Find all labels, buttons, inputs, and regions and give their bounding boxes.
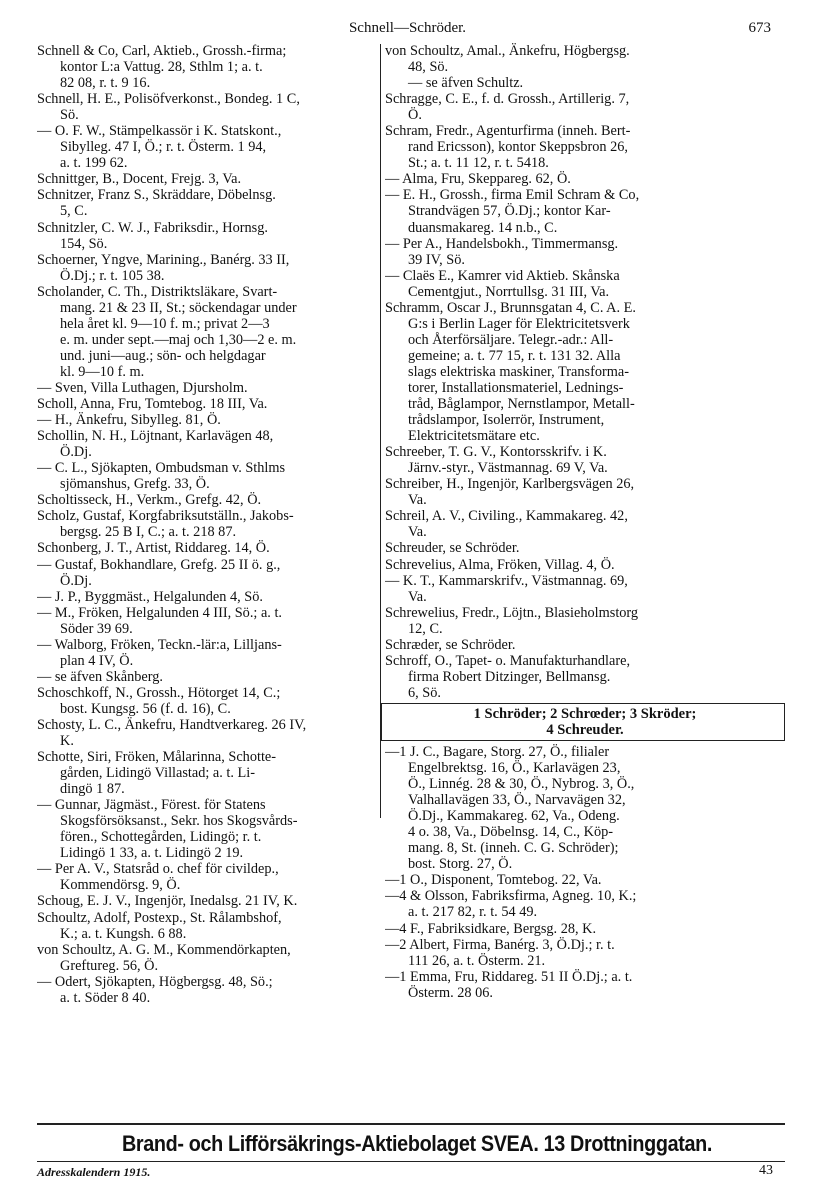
directory-line: — se äfven Schultz. bbox=[408, 75, 524, 92]
directory-line: 39 IV, Sö. bbox=[408, 251, 465, 268]
directory-line: Va. bbox=[408, 492, 427, 509]
directory-line: Schnell, H. E., Polisöfverkonst., Bondeg. 1 C, bbox=[37, 91, 300, 108]
directory-line: 48, Sö. bbox=[408, 59, 449, 76]
schroder-spelling-box bbox=[381, 703, 785, 741]
directory-line: Schonberg, J. T., Artist, Riddareg. 14, Ö. bbox=[37, 540, 270, 557]
right-column bbox=[385, 43, 785, 1001]
directory-line: —4 F., Fabriksidkare, Bergsg. 28, K. bbox=[385, 920, 597, 937]
directory-line: hela året kl. 9—10 f. m.; privat 2—3 bbox=[60, 315, 270, 332]
directory-line: plan 4 IV, Ö. bbox=[60, 652, 134, 669]
directory-line: Ö. bbox=[408, 107, 422, 124]
directory-line: — Per A., Handelsbokh., Timmermansg. bbox=[385, 235, 619, 252]
directory-line: duansmakareg. 14 n.b., C. bbox=[408, 219, 558, 236]
directory-line: Cementgjut., Norrtullsg. 31 III, Va. bbox=[408, 283, 610, 300]
directory-line: Schnell & Co, Carl, Aktieb., Grossh.-firma; bbox=[37, 43, 287, 59]
directory-line: Engelbrektsg. 16, Ö., Karlavägen 23, bbox=[408, 760, 621, 777]
directory-line: rand Ericsson), kontor Skeppsbron 26, bbox=[408, 139, 628, 156]
directory-line: Scholz, Gustaf, Korgfabriksutställn., Jakobs- bbox=[37, 508, 294, 525]
directory-line: Schnittger, B., Docent, Frejg. 3, Va. bbox=[37, 171, 242, 188]
directory-line: Schroff, O., Tapet- o. Manufakturhandlare, bbox=[385, 652, 631, 669]
directory-line: Schrevelius, Alma, Fröken, Villag. 4, Ö. bbox=[385, 556, 615, 573]
directory-line: Sibylleg. 47 I, Ö.; r. t. Österm. 1 94, bbox=[60, 139, 267, 156]
running-header: Schnell—Schröder. bbox=[348, 20, 467, 36]
directory-line: Valhallavägen 33, Ö., Narvavägen 32, bbox=[408, 792, 626, 809]
publication-title: Adresskalendern 1915. bbox=[37, 1165, 151, 1179]
directory-line: Schrewelius, Fredr., Löjtn., Blasieholmstorg bbox=[385, 604, 639, 621]
directory-line: gemeine; a. t. 77 15, r. t. 131 32. Alla bbox=[408, 347, 621, 364]
directory-line: bost. Storg. 27, Ö. bbox=[408, 856, 513, 873]
directory-line: Schnitzler, C. W. J., Fabriksdir., Hornsg. bbox=[37, 219, 268, 236]
directory-line: Schollin, N. H., Löjtnant, Karlavägen 48, bbox=[37, 428, 274, 445]
directory-line: 12, C. bbox=[408, 620, 443, 637]
directory-line: — M., Fröken, Helgalunden 4 III, Sö.; a. t. bbox=[37, 604, 282, 621]
directory-line: mang. 8, St. (inneh. C. G. Schröder); bbox=[408, 840, 619, 857]
directory-line: Skogsförsöksanst., Sekr. hos Skogsvårds- bbox=[60, 813, 298, 830]
right-column-entries-top bbox=[385, 43, 785, 701]
directory-line: kl. 9—10 f. m. bbox=[60, 363, 145, 380]
directory-line: —4 & Olsson, Fabriksfirma, Agneg. 10, K.; bbox=[385, 888, 637, 905]
directory-line: Ö.Dj. bbox=[60, 572, 92, 589]
directory-line: Schræder, se Schröder. bbox=[385, 636, 516, 653]
directory-line: bost. Kungsg. 56 (f. d. 16), C. bbox=[60, 700, 231, 717]
directory-line: — O. F. W., Stämpelkassör i K. Statskont., bbox=[37, 123, 282, 140]
directory-line: von Schoultz, A. G. M., Kommendörkapten, bbox=[37, 941, 291, 958]
directory-line: — Gunnar, Jägmäst., Förest. för Statens bbox=[37, 797, 266, 814]
left-column bbox=[37, 43, 378, 1006]
directory-line: Schreil, A. V., Civiling., Kammakareg. 42, bbox=[385, 508, 628, 525]
directory-line: Schoerner, Yngve, Marining., Banérg. 33 II, bbox=[37, 251, 290, 268]
directory-line: Schoultz, Adolf, Postexp., St. Rålambshof, bbox=[37, 909, 282, 926]
spelling-variant-line: 4 Schreuder. bbox=[546, 721, 624, 738]
footer-rule-bottom bbox=[37, 1161, 785, 1162]
directory-line: — se äfven Skånberg. bbox=[37, 668, 163, 685]
column-divider bbox=[380, 44, 381, 818]
directory-line: Scholl, Anna, Fru, Tomtebog. 18 III, Va. bbox=[37, 396, 268, 413]
directory-line: kontor L:a Vattug. 28, Sthlm 1; a. t. bbox=[60, 59, 263, 76]
directory-line: trådslampor, Isolerrör, Instrument, bbox=[408, 412, 605, 429]
directory-line: Schreuder, se Schröder. bbox=[385, 540, 520, 557]
directory-line: — K. T., Kammarskrifv., Västmannag. 69, bbox=[385, 572, 628, 589]
directory-line: Va. bbox=[408, 588, 427, 605]
directory-line: Schoschkoff, N., Grossh., Hötorget 14, C.; bbox=[37, 684, 281, 701]
directory-line: —1 Emma, Fru, Riddareg. 51 II Ö.Dj.; a. t. bbox=[385, 968, 633, 985]
directory-line: Schreeber, T. G. V., Kontorsskrifv. i K. bbox=[385, 444, 607, 461]
directory-line: Scholander, C. Th., Distriktsläkare, Svart- bbox=[37, 283, 278, 300]
directory-line: 6, Sö. bbox=[408, 684, 441, 701]
directory-line: — C. L., Sjökapten, Ombudsman v. Sthlms bbox=[37, 460, 286, 477]
directory-line: Ö.Dj.; r. t. 105 38. bbox=[60, 267, 165, 284]
directory-line: — Alma, Fru, Skeppareg. 62, Ö. bbox=[385, 171, 571, 188]
directory-line: Scholtisseck, H., Verkm., Grefg. 42, Ö. bbox=[37, 492, 262, 509]
directory-line: Järnv.-styr., Västmannag. 69 V, Va. bbox=[408, 460, 608, 477]
directory-line: G:s i Berlin Lager för Elektricitetsverk bbox=[408, 315, 630, 332]
directory-line: — J. P., Byggmäst., Helgalunden 4, Sö. bbox=[37, 588, 263, 605]
directory-line: Schramm, Oscar J., Brunnsgatan 4, C. A. E. bbox=[385, 299, 636, 316]
advertisement-banner: Brand- och Lifförsäkrings-Aktiebolaget SVEA. 13 Drottninggatan. bbox=[121, 1131, 713, 1156]
directory-line: Ö., Linnég. 28 & 30, Ö., Nybrog. 3, Ö., bbox=[408, 776, 635, 793]
directory-line: sjömanshus, Grefg. 33, Ö. bbox=[60, 476, 210, 493]
directory-line: — Odert, Sjökapten, Högbergsg. 48, Sö.; bbox=[37, 973, 273, 990]
directory-line: Lidingö 1 33, a. t. Lidingö 2 19. bbox=[60, 845, 244, 862]
directory-line: bergsg. 25 B I, C.; a. t. 218 87. bbox=[60, 524, 237, 541]
directory-line: 82 08, r. t. 9 16. bbox=[60, 75, 151, 92]
directory-line: von Schoultz, Amal., Änkefru, Högbergsg. bbox=[385, 43, 630, 59]
directory-line: Schreiber, H., Ingenjör, Karlbergsvägen 26, bbox=[385, 476, 635, 493]
directory-line: a. t. 199 62. bbox=[60, 155, 128, 172]
directory-line: K. bbox=[60, 733, 74, 750]
directory-line: a. t. Söder 8 40. bbox=[60, 989, 151, 1006]
directory-line: Strandvägen 57, Ö.Dj.; kontor Kar- bbox=[408, 203, 611, 220]
directory-line: firma Robert Ditzinger, Bellmansg. bbox=[408, 668, 611, 685]
directory-line: Österm. 28 06. bbox=[408, 984, 493, 1001]
directory-line: Sö. bbox=[60, 107, 79, 124]
directory-line: Söder 39 69. bbox=[60, 620, 133, 637]
directory-line: — Per A. V., Statsråd o. chef för civildep., bbox=[37, 861, 279, 878]
directory-line: — Gustaf, Bokhandlare, Grefg. 25 II ö. g., bbox=[37, 556, 281, 573]
directory-line: — H., Änkefru, Sibylleg. 81, Ö. bbox=[37, 412, 221, 429]
directory-line: —2 Albert, Firma, Banérg. 3, Ö.Dj.; r. t. bbox=[385, 936, 615, 953]
directory-line: Schosty, L. C., Änkefru, Handtverkareg. 26 IV, bbox=[37, 716, 307, 733]
directory-line: fören., Schottegården, Lidingö; r. t. bbox=[60, 829, 262, 846]
directory-line: — Claës E., Kamrer vid Aktieb. Skånska bbox=[385, 267, 620, 284]
footer-rule-top bbox=[37, 1123, 785, 1125]
directory-line: und. juni—aug.; sön- och helgdagar bbox=[60, 347, 266, 364]
directory-line: Schragge, C. E., f. d. Grossh., Artillerig. 7, bbox=[385, 91, 630, 108]
directory-line: Greftureg. 56, Ö. bbox=[60, 957, 159, 974]
directory-line: tråd, Båglampor, Nernstlampor, Metall- bbox=[408, 396, 635, 413]
directory-line: torer, Installationsmateriel, Lednings- bbox=[408, 379, 624, 396]
directory-line: — Sven, Villa Luthagen, Djursholm. bbox=[37, 379, 248, 396]
directory-line: St.; a. t. 11 12, r. t. 5418. bbox=[408, 155, 549, 172]
page-number: 673 bbox=[748, 20, 771, 36]
directory-line: Schotte, Siri, Fröken, Målarinna, Schotte- bbox=[37, 749, 277, 766]
directory-line: Schnitzer, Franz S., Skräddare, Döbelnsg. bbox=[37, 187, 276, 204]
signature-number: 43 bbox=[759, 1163, 773, 1178]
right-column-entries-bottom bbox=[385, 744, 785, 1001]
directory-line: K.; a. t. Kungsh. 6 88. bbox=[60, 925, 187, 942]
directory-line: dingö 1 87. bbox=[60, 781, 125, 798]
directory-line: Ö.Dj. bbox=[60, 444, 92, 461]
directory-line: —1 O., Disponent, Tomtebog. 22, Va. bbox=[385, 872, 602, 889]
directory-line: 111 26, a. t. Österm. 21. bbox=[408, 952, 546, 969]
directory-line: Va. bbox=[408, 524, 427, 541]
directory-line: Kommendörsg. 9, Ö. bbox=[60, 877, 181, 894]
directory-line: mang. 21 & 23 II, St.; söckendagar under bbox=[60, 299, 297, 316]
spelling-variant-line: 1 Schröder; 2 Schrœder; 3 Skröder; bbox=[473, 705, 697, 722]
directory-line: a. t. 217 82, r. t. 54 49. bbox=[408, 904, 538, 921]
directory-line: — Walborg, Fröken, Teckn.-lär:a, Lilljans- bbox=[37, 636, 282, 653]
directory-line: Ö.Dj., Kammakareg. 62, Va., Odeng. bbox=[408, 808, 620, 825]
directory-line: och Återförsäljare. Telegr.-adr.: All- bbox=[408, 331, 614, 348]
directory-line: slags elektriska maskiner, Transforma- bbox=[408, 363, 629, 380]
directory-line: 4 o. 38, Va., Döbelnsg. 14, C., Köp- bbox=[408, 824, 614, 841]
directory-line: 5, C. bbox=[60, 203, 88, 220]
directory-line: 154, Sö. bbox=[60, 235, 108, 252]
directory-line: Elektricitetsmätare etc. bbox=[408, 428, 540, 445]
directory-line: gården, Lidingö Villastad; a. t. Li- bbox=[60, 765, 256, 782]
directory-line: —1 J. C., Bagare, Storg. 27, Ö., filialer bbox=[385, 744, 610, 761]
directory-line: Schoug, E. J. V., Ingenjör, Inedalsg. 21 IV, K. bbox=[37, 893, 298, 910]
directory-line: e. m. under sept.—maj och 1,30—2 e. m. bbox=[60, 331, 297, 348]
directory-line: — E. H., Grossh., firma Emil Schram & Co, bbox=[385, 187, 640, 204]
directory-line: Schram, Fredr., Agenturfirma (inneh. Bert- bbox=[385, 123, 631, 140]
